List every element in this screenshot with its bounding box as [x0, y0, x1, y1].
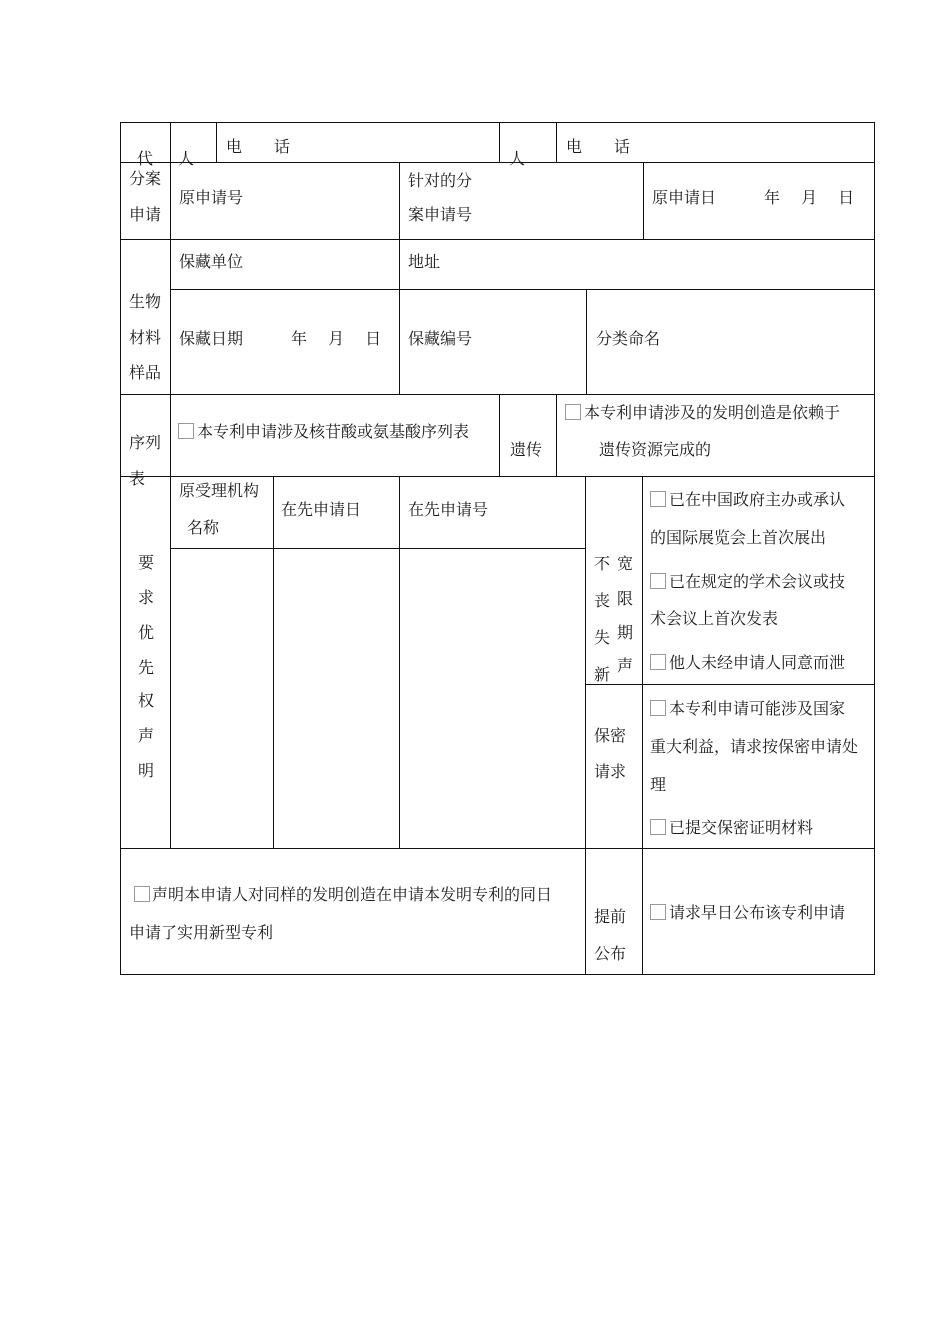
divisional-label: 申请 [129, 205, 162, 224]
exhibition-checkbox[interactable] [650, 491, 666, 507]
deposit-no-label: 保藏编号 [408, 329, 473, 348]
sequence-checkbox[interactable] [178, 423, 194, 439]
row-divider [120, 239, 875, 240]
grace-label-char: 不 [594, 554, 611, 573]
same-day-declaration-label: 声明本申请人对同样的发明创造在申请本发明专利的同日 [152, 885, 553, 904]
priority-label-char: 声 [138, 726, 155, 745]
col-divider [556, 394, 557, 477]
early-publication-checkbox[interactable] [650, 904, 666, 920]
col-divider [642, 476, 643, 975]
address-label: 地址 [408, 252, 441, 271]
table-border-top [120, 122, 875, 123]
original-date-label: 原申请日 年 月 日 [652, 188, 855, 207]
grace-label-char: 宽 [617, 554, 634, 573]
biomaterial-label: 材料 [129, 328, 162, 347]
row-divider [120, 394, 875, 395]
target-app-no-label: 案申请号 [408, 205, 473, 224]
grace-label-char: 新 [594, 665, 611, 684]
exhibition-label: 已在中国政府主办或承认 [669, 490, 846, 509]
col-divider [556, 122, 557, 163]
genetic-resource-label: 本专利申请涉及的发明创造是依赖于 [584, 403, 841, 422]
row-divider [170, 548, 585, 549]
depository-label: 保藏单位 [179, 252, 244, 271]
priority-label-char: 要 [138, 553, 155, 572]
col-divider [399, 162, 400, 240]
national-interest-label: 重大利益，请求按保密申请处 [650, 737, 859, 756]
priority-label-char: 权 [138, 691, 155, 710]
leak-label: 他人未经申请人同意而泄 [669, 653, 846, 672]
grace-label-char: 失 [594, 628, 611, 647]
col-divider [499, 122, 500, 163]
col-divider [273, 476, 274, 849]
col-divider [499, 394, 500, 477]
grace-label-char: 限 [617, 589, 634, 608]
conference-label: 术会议上首次发表 [650, 609, 779, 628]
national-interest-checkbox[interactable] [650, 700, 666, 716]
col-divider [643, 162, 644, 240]
genetic-resource-checkbox[interactable] [565, 404, 581, 420]
genetic-label: 遗传 [510, 440, 543, 459]
row-divider [120, 162, 875, 163]
genetic-resource-label: 遗传资源完成的 [599, 440, 712, 459]
priority-label-char: 明 [138, 761, 155, 780]
priority-label-char: 求 [138, 588, 155, 607]
early-publication-text: 请求早日公布该专利申请 [669, 903, 846, 922]
row-divider [585, 684, 875, 685]
prior-number-header: 在先申请号 [408, 500, 489, 519]
leak-checkbox[interactable] [650, 654, 666, 670]
table-border-right [874, 122, 875, 975]
same-day-declaration-checkbox[interactable] [134, 886, 150, 902]
grace-label-char: 丧 [594, 591, 611, 610]
sequence-checkbox-label: 本专利申请涉及核苷酸或氨基酸序列表 [197, 422, 470, 441]
agent-label: 代 [137, 149, 154, 168]
col-divider [586, 289, 587, 395]
row-divider [120, 476, 875, 477]
early-publication-label: 提前 [594, 907, 627, 926]
row-divider [120, 848, 875, 849]
sequence-label: 序列 [129, 433, 162, 452]
row-divider [170, 289, 875, 290]
grace-label-char: 声 [617, 656, 634, 675]
conference-checkbox[interactable] [650, 573, 666, 589]
agent-person-label: 人 [178, 149, 195, 168]
phone-label-2: 电 话 [566, 137, 631, 156]
biomaterial-label: 样品 [129, 363, 162, 382]
national-interest-label: 理 [650, 775, 667, 794]
secrecy-proof-checkbox[interactable] [650, 819, 666, 835]
col-divider [585, 476, 586, 975]
phone-label: 电 话 [226, 137, 291, 156]
col-divider [399, 476, 400, 849]
conference-label: 已在规定的学术会议或技 [669, 572, 846, 591]
prior-office-header: 原受理机构 [179, 481, 260, 500]
secrecy-proof-label: 已提交保密证明材料 [669, 818, 814, 837]
target-app-no-label: 针对的分 [408, 171, 473, 190]
early-publication-label: 公布 [594, 944, 627, 963]
col-divider [170, 122, 171, 163]
deposit-date-label: 保藏日期 年 月 日 [179, 329, 382, 348]
col-divider [399, 239, 400, 395]
sequence-label-cell [121, 395, 170, 488]
priority-label-char: 优 [138, 623, 155, 642]
secrecy-label: 保密 [594, 726, 627, 745]
original-app-no-label: 原申请号 [179, 188, 244, 207]
same-day-declaration-label: 申请了实用新型专利 [129, 923, 274, 942]
table-border-bottom [120, 974, 875, 975]
agent-person-label-2: 人 [509, 149, 526, 168]
secrecy-label: 请求 [594, 762, 627, 781]
table-border-left [120, 122, 121, 975]
priority-label-char: 先 [138, 658, 155, 677]
grace-label-char: 期 [617, 623, 634, 642]
biomaterial-label: 生物 [129, 292, 162, 311]
prior-date-header: 在先申请日 [281, 500, 362, 519]
exhibition-label: 的国际展览会上首次展出 [650, 528, 827, 547]
col-divider [170, 162, 171, 849]
national-interest-label: 本专利申请可能涉及国家 [669, 699, 846, 718]
divisional-label: 分案 [129, 169, 162, 188]
classification-label: 分类命名 [596, 329, 661, 348]
sequence-label-cut: 表 [129, 469, 146, 488]
prior-office-header: 名称 [187, 518, 220, 537]
col-divider [216, 122, 217, 163]
